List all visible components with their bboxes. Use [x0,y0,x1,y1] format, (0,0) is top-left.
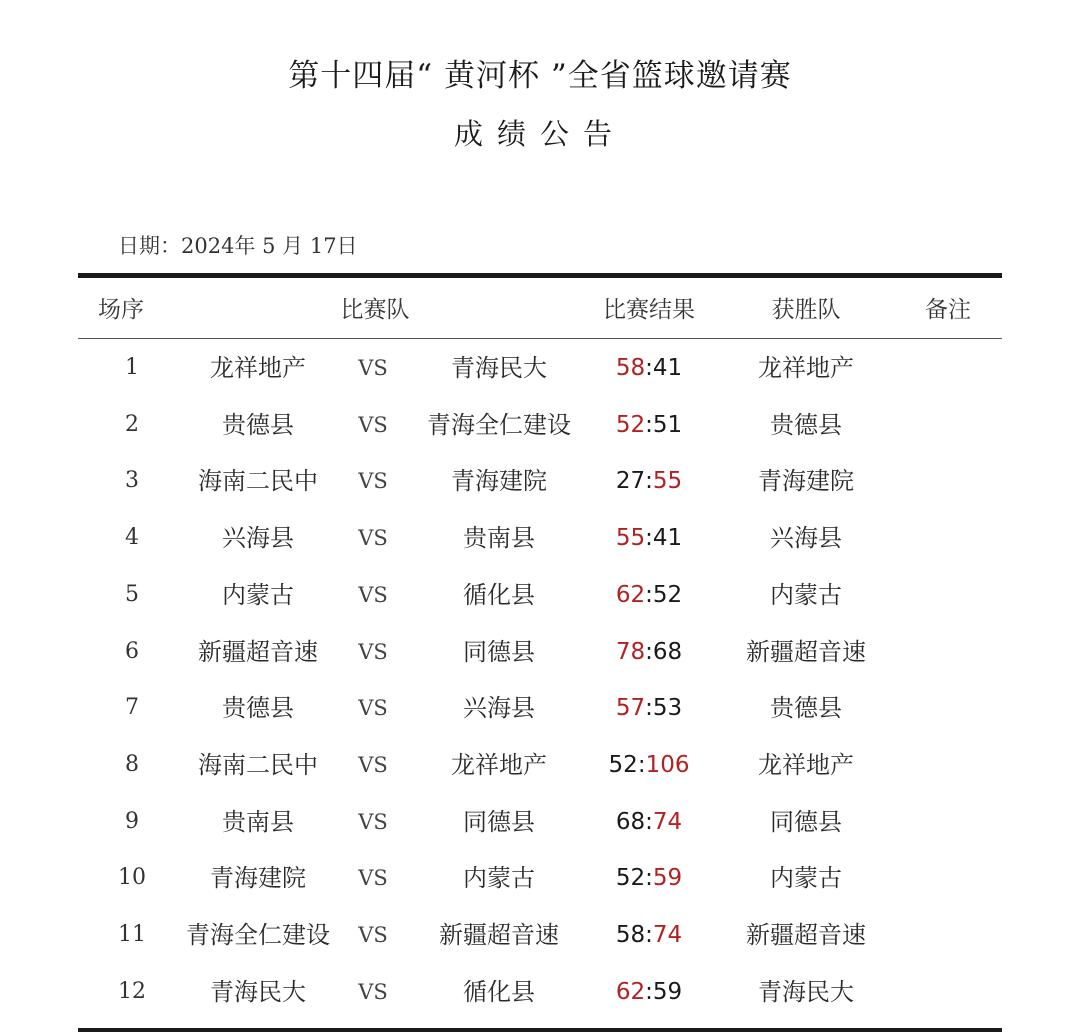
row-team-a: 贵南县 [222,808,294,836]
row-score-a: 58 [615,922,646,948]
row-score-a: 58 [615,355,646,381]
row-score-b: 106 [645,752,690,778]
score-separator: : [645,695,653,721]
score-separator: : [637,752,646,778]
row-score [590,352,708,384]
row-team-b: 循化县 [463,978,535,1006]
row-score-b: 59 [652,865,683,891]
row-score [590,862,708,894]
row-seq: 4 [125,525,139,550]
row-vs-label: VS [358,696,388,720]
row-score-b: 51 [652,412,683,438]
row-score-a: 62 [615,582,646,608]
row-score [590,919,708,951]
row-score-a: 52 [608,752,638,778]
row-score-a: 57 [615,695,646,721]
header-note: 备注 [925,297,971,323]
date-line: 日期：2024年 5 月 17日 [118,234,358,258]
row-vs-label: VS [358,640,388,664]
row-vs-label: VS [358,810,388,834]
row-winner: 内蒙古 [770,581,842,609]
row-winner: 龙祥地产 [758,354,854,382]
header-result: 比赛结果 [603,297,695,323]
row-team-a: 贵德县 [222,694,294,722]
row-seq: 3 [125,468,139,493]
row-team-b: 新疆超音速 [439,921,559,949]
score-separator: : [645,525,653,551]
row-team-a: 兴海县 [222,524,294,552]
row-score-b: 41 [652,355,683,381]
row-team-b: 同德县 [463,638,535,666]
row-score-a: 62 [615,979,646,1005]
row-winner: 新疆超音速 [746,921,866,949]
row-vs-label: VS [358,980,388,1004]
row-score-a: 55 [615,525,646,551]
row-team-b: 兴海县 [463,694,535,722]
row-winner: 贵德县 [770,694,842,722]
row-team-a: 海南二民中 [198,751,318,779]
row-vs-label: VS [358,583,388,607]
row-seq: 6 [125,639,139,664]
announcement-subtitle: 成绩公告 [453,117,626,151]
header-teams: 比赛队 [340,297,410,323]
row-vs-label: VS [358,753,388,777]
header-seq: 场序 [98,297,144,323]
row-score-a: 78 [615,639,646,665]
score-separator: : [645,979,653,1005]
row-seq: 7 [125,695,139,720]
row-seq: 1 [125,355,139,380]
row-score [590,806,708,838]
row-score [590,636,708,668]
row-score [590,749,708,781]
row-winner: 青海建院 [758,467,854,495]
row-score-b: 55 [652,468,683,494]
row-score-b: 41 [652,525,683,551]
header-winner: 获胜队 [771,297,841,323]
row-team-b: 同德县 [463,808,535,836]
row-score [590,692,708,724]
row-seq: 12 [118,979,146,1004]
row-winner: 贵德县 [770,411,842,439]
row-team-b: 龙祥地产 [451,751,547,779]
row-score-a: 68 [615,809,646,835]
row-seq: 10 [118,865,146,890]
row-team-b: 青海民大 [451,354,547,382]
row-score [590,579,708,611]
announcement-title: 第十四届“ 黄河杯 ”全省篮球邀请赛 [288,58,792,94]
row-winner: 青海民大 [758,978,854,1006]
score-separator: : [645,468,653,494]
row-team-a: 贵德县 [222,411,294,439]
row-seq: 9 [125,809,139,834]
row-vs-label: VS [358,526,388,550]
score-separator: : [645,412,653,438]
row-team-a: 新疆超音速 [198,638,318,666]
row-seq: 2 [125,412,139,437]
row-score-b: 68 [652,639,683,665]
row-score-b: 53 [652,695,683,721]
row-score [590,465,708,497]
row-team-a: 青海民大 [210,978,306,1006]
row-team-b: 循化县 [463,581,535,609]
score-separator: : [645,582,653,608]
row-score [590,522,708,554]
row-score-a: 27 [615,468,646,494]
row-winner: 新疆超音速 [746,638,866,666]
row-team-b: 青海全仁建设 [427,411,571,439]
row-score-b: 74 [652,922,683,948]
row-score-a: 52 [615,865,646,891]
row-team-a: 海南二民中 [198,467,318,495]
row-team-a: 青海全仁建设 [186,921,330,949]
score-separator: : [645,865,653,891]
row-winner: 兴海县 [770,524,842,552]
row-vs-label: VS [358,469,388,493]
row-score [590,976,708,1008]
row-score [590,409,708,441]
row-team-a: 青海建院 [210,864,306,892]
row-seq: 8 [125,752,139,777]
score-separator: : [645,809,653,835]
row-score-b: 74 [652,809,683,835]
table-header-rule [78,338,1002,339]
row-team-a: 内蒙古 [222,581,294,609]
row-vs-label: VS [358,923,388,947]
row-winner: 内蒙古 [770,864,842,892]
score-separator: : [645,355,653,381]
row-vs-label: VS [358,356,388,380]
row-team-b: 内蒙古 [463,864,535,892]
row-vs-label: VS [358,413,388,437]
row-winner: 龙祥地产 [758,751,854,779]
score-separator: : [645,639,653,665]
row-seq: 11 [118,922,146,947]
row-vs-label: VS [358,866,388,890]
row-score-a: 52 [615,412,646,438]
table-top-rule [78,273,1002,278]
row-score-b: 52 [652,582,683,608]
row-winner: 同德县 [770,808,842,836]
score-separator: : [645,922,653,948]
row-score-b: 59 [652,979,683,1005]
table-bottom-rule [78,1028,1002,1032]
row-seq: 5 [125,582,139,607]
row-team-b: 青海建院 [451,467,547,495]
row-team-b: 贵南县 [463,524,535,552]
row-team-a: 龙祥地产 [210,354,306,382]
